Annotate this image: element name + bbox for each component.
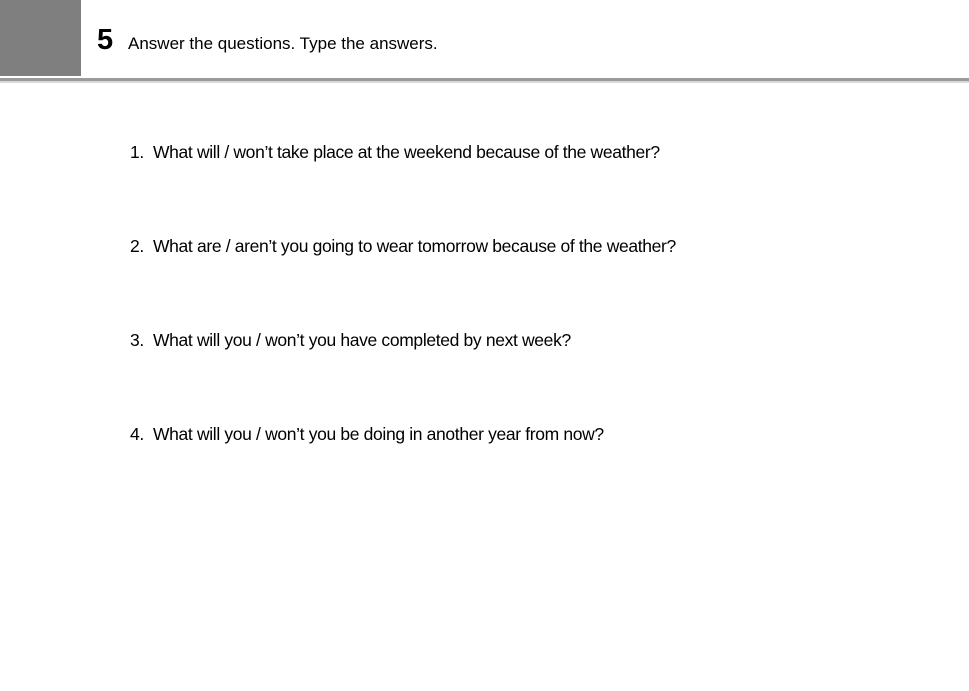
question-1 bbox=[130, 140, 930, 234]
question-text: What will you / won’t you have completed by next week? bbox=[153, 330, 571, 350]
question-number: 1. bbox=[130, 142, 144, 162]
question-list bbox=[130, 140, 930, 516]
exercise-header bbox=[0, 0, 969, 78]
question-4 bbox=[130, 422, 930, 516]
exercise-number: 5 bbox=[97, 24, 114, 56]
question-3 bbox=[130, 328, 930, 422]
question-number: 3. bbox=[130, 330, 144, 350]
question-number: 2. bbox=[130, 236, 144, 256]
question-text: What will / won’t take place at the weekend because of the weather? bbox=[153, 142, 660, 162]
question-number: 4. bbox=[130, 424, 144, 444]
header-color-block bbox=[0, 0, 81, 76]
question-2 bbox=[130, 234, 930, 328]
exercise-instruction: Answer the questions. Type the answers. bbox=[128, 34, 438, 53]
question-text: What will you / won’t you be doing in another year from now? bbox=[153, 424, 604, 444]
question-text: What are / aren’t you going to wear tomorrow because of the weather? bbox=[153, 236, 676, 256]
header-divider-shadow bbox=[0, 81, 969, 83]
